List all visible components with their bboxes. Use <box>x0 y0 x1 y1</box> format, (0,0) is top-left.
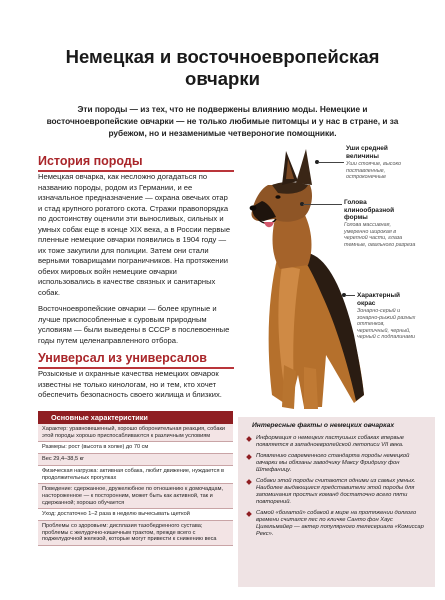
facts-item: Собаки этой породы считаются одними из самых умных. Наиболее выдающиеся представители этой породы для запоминания простых команд достаточно всего пяти повторений. <box>246 478 430 506</box>
callout-color-desc: Зонарно-серый и зонарно-рыжий разных оттенков, черепичный, черный, черный с подпалинами <box>357 308 416 340</box>
history-heading: История породы <box>38 154 143 168</box>
characteristics-row: Поведение: сдержанное, дружелюбное по отношению к домочадцам, настороженное — к посторонним, может быть как активной, так и сдержанной; хорошо обучается <box>38 484 233 509</box>
german-shepherd-photo <box>238 145 368 415</box>
characteristics-row: Физическая нагрузка: активная собака, любит движение, нуждается в продолжительных прогулках <box>38 466 233 484</box>
callout-head-desc: Голова массивная, умеренно широкая в черепной части, глаза темные, овального разреза <box>344 222 416 248</box>
characteristics-row: Вес 29,4–38,5 кг <box>38 454 233 466</box>
callout-ears-title: Уши средней величины <box>346 145 388 160</box>
lead-paragraph: Эти породы — из тех, что не подвержены влиянию моды. Немецкие и восточноевропейские овчарки — не только любимые питомцы и у нас в стране, и за рубежом, но и незаменимые четвероногие помощники. <box>46 104 399 138</box>
facts-list <box>246 435 430 542</box>
universal-heading: Универсал из универсалов <box>38 351 207 365</box>
characteristics-row: Проблемы со здоровьем: дисплазия тазобедренного сустава; проблемы с желудочно-кишечным трактом, прежде всего с поджелудочной железой, которые могут привести к снижению веса <box>38 521 233 546</box>
callout-color-title: Характерный окрас <box>357 292 401 307</box>
characteristics-rows <box>38 424 233 546</box>
callout-ears-desc: Уши стоячие, высоко поставленные, остроконечные <box>346 161 402 180</box>
history-text <box>38 172 234 346</box>
history-paragraph-2: Восточноевропейские овчарки — более крупные и лучше приспособленные к суровым природным условиям — были выведены в СССР в послевоенные годы путем целенаправленного отбора. <box>38 304 230 345</box>
callout-head-title: Голова клинообразной формы <box>344 199 395 221</box>
characteristics-header: Основные характеристики <box>38 411 233 424</box>
facts-item: Появлению современного стандарта породы немецкой овчарки мы обязаны заводчику Максу Фридриху фон Штефаницу. <box>246 453 430 474</box>
facts-box <box>238 417 435 587</box>
characteristics-box <box>38 411 233 591</box>
callout-color-line <box>345 295 355 296</box>
callout-ears-line <box>318 162 344 163</box>
facts-item: Информация о немецких пастушьих собаках впервые появляется в западноевропейской летописи VII века. <box>246 435 430 449</box>
page-title: Немецкая и восточноевропейская овчарки <box>65 46 380 89</box>
facts-title: Интересные факты о немецких овчарках <box>252 422 395 429</box>
universal-text: Розыскные и охранные качества немецких овчарок известны не только кинологам, но и тем, кто хочет обеспечить безопасность своего жилища и близких. <box>38 369 222 399</box>
history-paragraph-1: Немецкая овчарка, как несложно догадаться по названию породы, родом из Германии, и ее изначальное предназначение — охрана овечьих отар и стад крупного рогатого скота. Стражи правопорядка по достоинству оценили эти выносливых, сильных и умных собак еще в конце XIX века, а в России первые пленные немецкие овчарки появились в 1904 году — их тоже закупили для полиции. Затем они стали верными товарищами пограничников. На протяжении обеих мировых войн немецкие овчарки использовались в качестве связных и санитарных собак. <box>38 172 231 297</box>
characteristics-row: Размеры: рост (высота в холке) до 70 см <box>38 442 233 454</box>
characteristics-row: Характер: уравновешенный, хорошо оборонительная реакция, собаки этой породы хорошо приспосабливаются к различным условиям <box>38 424 233 442</box>
characteristics-row: Уход: достаточно 1–2 раза в неделю вычесывать щеткой <box>38 509 233 521</box>
callout-head-line <box>303 204 342 205</box>
facts-item: Самой «богатой» собакой в мире на протяжении долгого времени считался пес по кличке Санто фон Хаус Цигельмайер — актер популярного телесериала «Комиссар Рекс». <box>246 510 430 538</box>
